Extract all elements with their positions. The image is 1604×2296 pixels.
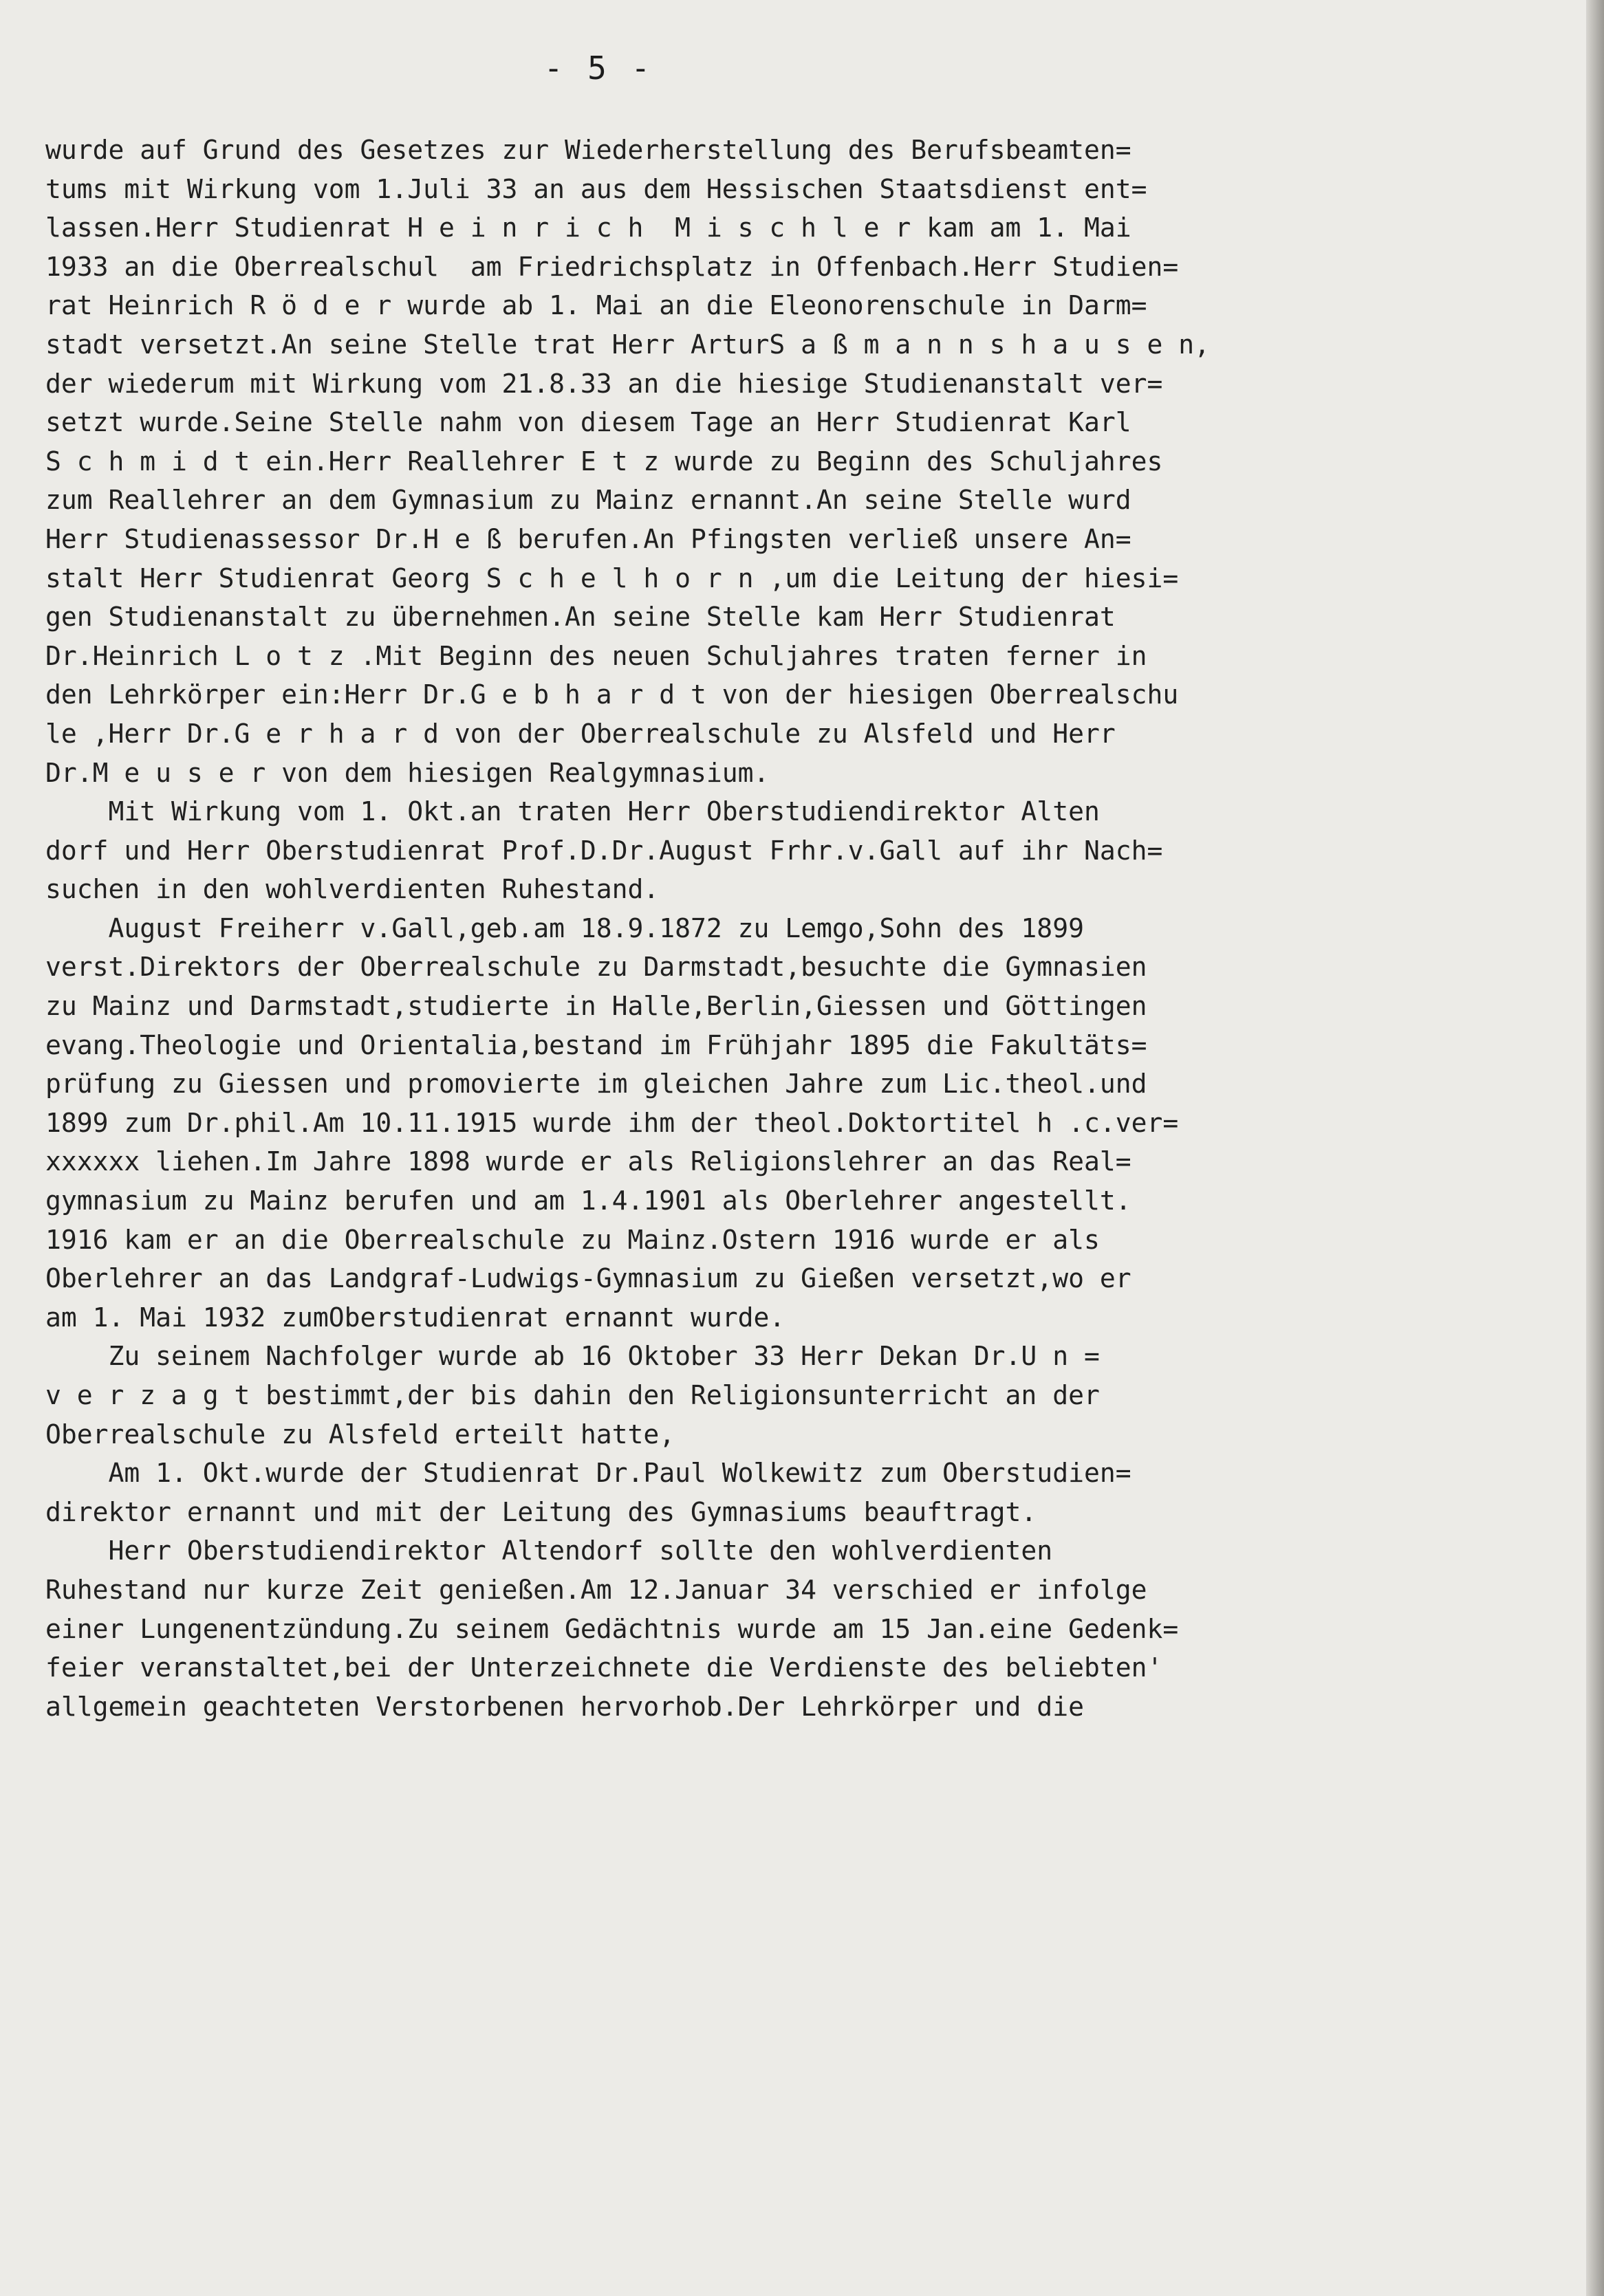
text-line: v e r z a g t bestimmt,der bis dahin den Religionsunterricht an der bbox=[45, 1380, 1100, 1410]
text-line: August Freiherr v.Gall,geb.am 18.9.1872 zu Lemgo,Sohn des 1899 bbox=[45, 912, 1084, 943]
typewritten-text bbox=[45, 131, 1559, 1726]
text-line: Dr.Heinrich L o t z .Mit Beginn des neuen Schuljahres traten ferner in bbox=[45, 640, 1147, 671]
text-line: am 1. Mai 1932 zumOberstudienrat ernannt wurde. bbox=[45, 1302, 785, 1333]
text-line: feier veranstaltet,bei der Unterzeichnete die Verdienste des beliebten' bbox=[45, 1652, 1163, 1683]
text-line: xxxxxx liehen.Im Jahre 1898 wurde er als Religionslehrer an das Real= bbox=[45, 1146, 1131, 1177]
text-line: tums mit Wirkung vom 1.Juli 33 an aus dem Hessischen Staatsdienst ent= bbox=[45, 173, 1147, 204]
text-line: der wiederum mit Wirkung vom 21.8.33 an die hiesige Studienanstalt ver= bbox=[45, 368, 1163, 399]
text-line: Zu seinem Nachfolger wurde ab 16 Oktober 33 Herr Dekan Dr.U n = bbox=[45, 1341, 1100, 1372]
text-line: rat Heinrich R ö d e r wurde ab 1. Mai an die Eleonorenschule in Darm= bbox=[45, 290, 1147, 321]
text-line: suchen in den wohlverdienten Ruhestand. bbox=[45, 874, 660, 905]
text-line: prüfung zu Giessen und promovierte im gleichen Jahre zum Lic.theol.und bbox=[45, 1069, 1147, 1100]
text-line: zum Reallehrer an dem Gymnasium zu Mainz ernannt.An seine Stelle wurd bbox=[45, 485, 1131, 516]
text-line: lassen.Herr Studienrat H e i n r i c h M i s c h l e r kam am 1. Mai bbox=[45, 212, 1131, 243]
text-line: direktor ernannt und mit der Leitung des Gymnasiums beauftragt. bbox=[45, 1496, 1037, 1527]
text-line: S c h m i d t ein.Herr Reallehrer E t z wurde zu Beginn des Schuljahres bbox=[45, 446, 1163, 477]
text-line: allgemein geachteten Verstorbenen hervorhob.Der Lehrkörper und die bbox=[45, 1691, 1084, 1722]
text-line: 1933 an die Oberrealschul am Friedrichsplatz in Offenbach.Herr Studien= bbox=[45, 251, 1179, 282]
text-line: verst.Direktors der Oberrealschule zu Darmstadt,besuchte die Gymnasien bbox=[45, 952, 1147, 983]
text-line: einer Lungenentzündung.Zu seinem Gedächtnis wurde am 15 Jan.eine Gedenk= bbox=[45, 1613, 1179, 1644]
text-line: evang.Theologie und Orientalia,bestand im Frühjahr 1895 die Fakultäts= bbox=[45, 1029, 1147, 1060]
text-line: Ruhestand nur kurze Zeit genießen.Am 12.Januar 34 verschied er infolge bbox=[45, 1574, 1147, 1605]
text-line: 1916 kam er an die Oberrealschule zu Mainz.Ostern 1916 wurde er als bbox=[45, 1224, 1100, 1255]
text-line: stadt versetzt.An seine Stelle trat Herr ArturS a ß m a n n s h a u s e n, bbox=[45, 329, 1210, 360]
text-line: Oberrealschule zu Alsfeld erteilt hatte, bbox=[45, 1419, 675, 1450]
text-line: wurde auf Grund des Gesetzes zur Wiederherstellung des Berufsbeamten= bbox=[45, 135, 1131, 165]
text-line: 1899 zum Dr.phil.Am 10.11.1915 wurde ihm der theol.Doktortitel h .c.ver= bbox=[45, 1107, 1179, 1138]
text-line: Herr Oberstudiendirektor Altendorf sollte den wohlverdienten bbox=[45, 1535, 1053, 1566]
text-line: stalt Herr Studienrat Georg S c h e l h o r n ,um die Leitung der hiesi= bbox=[45, 562, 1179, 593]
text-line: dorf und Herr Oberstudienrat Prof.D.Dr.August Frhr.v.Gall auf ihr Nach= bbox=[45, 835, 1163, 866]
text-line: den Lehrkörper ein:Herr Dr.G e b h a r d t von der hiesigen Oberrealschu bbox=[45, 679, 1179, 710]
text-line: le ,Herr Dr.G e r h a r d von der Oberrealschule zu Alsfeld und Herr bbox=[45, 718, 1116, 749]
text-line: setzt wurde.Seine Stelle nahm von diesem Tage an Herr Studienrat Karl bbox=[45, 407, 1131, 438]
text-line: Oberlehrer an das Landgraf-Ludwigs-Gymnasium zu Gießen versetzt,wo er bbox=[45, 1263, 1131, 1294]
text-line: Dr.M e u s e r von dem hiesigen Realgymnasium. bbox=[45, 757, 770, 788]
page-edge-shadow bbox=[1586, 0, 1604, 2296]
text-line: Herr Studienassessor Dr.H e ß berufen.An Pfingsten verließ unsere An= bbox=[45, 523, 1131, 554]
page-number: - 5 - bbox=[543, 50, 653, 87]
text-line: gymnasium zu Mainz berufen und am 1.4.1901 als Oberlehrer angestellt. bbox=[45, 1185, 1131, 1216]
text-line: Mit Wirkung vom 1. Okt.an traten Herr Oberstudiendirektor Alten bbox=[45, 796, 1100, 827]
text-line: gen Studienanstalt zu übernehmen.An seine Stelle kam Herr Studienrat bbox=[45, 602, 1116, 633]
text-line: Am 1. Okt.wurde der Studienrat Dr.Paul Wolkewitz zum Oberstudien= bbox=[45, 1458, 1131, 1489]
text-line: zu Mainz und Darmstadt,studierte in Halle,Berlin,Giessen und Göttingen bbox=[45, 991, 1147, 1022]
